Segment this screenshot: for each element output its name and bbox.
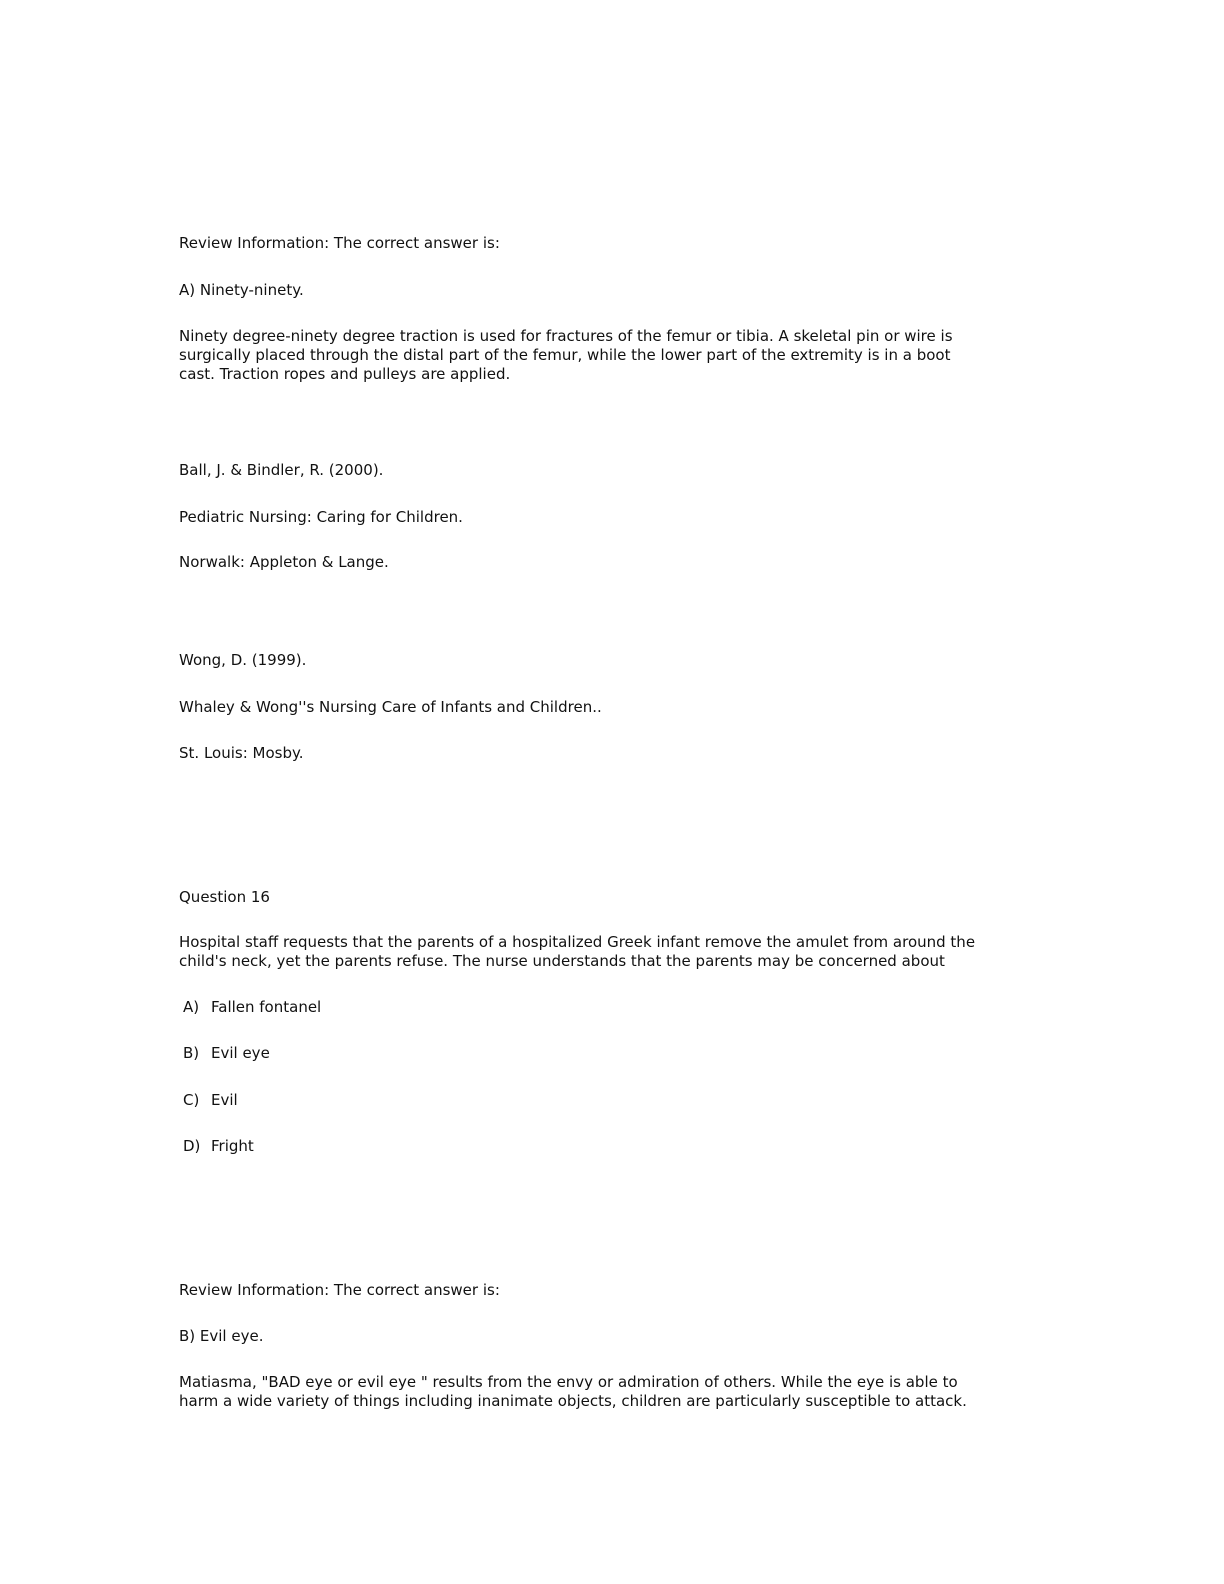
option-a	[183, 998, 321, 1017]
explanation-2-line: Matiasma, "BAD eye or evil eye " results from the envy or admiration of others. While the eye is able to	[179, 1373, 958, 1391]
reference-1-publisher: Norwalk: Appleton & Lange.	[179, 553, 389, 571]
correct-answer-2: B) Evil eye.	[179, 1327, 264, 1345]
question-stem	[179, 933, 1029, 971]
question-heading: Question 16	[179, 888, 270, 906]
reference-2-author: Wong, D. (1999).	[179, 651, 307, 669]
option-b	[183, 1044, 270, 1063]
correct-answer-1: A) Ninety-ninety.	[179, 281, 304, 299]
explanation-2-line: harm a wide variety of things including inanimate objects, children are particularly susceptible to attack.	[179, 1392, 967, 1410]
option-letter: D)	[183, 1137, 201, 1155]
explanation-1-line: Ninety degree-ninety degree traction is used for fractures of the femur or tibia. A skeletal pin or wire is	[179, 327, 953, 345]
reference-1-author: Ball, J. & Bindler, R. (2000).	[179, 461, 384, 479]
option-text: Evil	[211, 1091, 238, 1109]
question-stem-line: child's neck, yet the parents refuse. The nurse understands that the parents may be concerned about	[179, 952, 945, 970]
review-heading-2: Review Information: The correct answer is:	[179, 1281, 500, 1299]
option-text: Fallen fontanel	[211, 998, 322, 1016]
reference-2-publisher: St. Louis: Mosby.	[179, 744, 304, 762]
question-stem-line: Hospital staff requests that the parents of a hospitalized Greek infant remove the amulet from around the	[179, 933, 976, 951]
option-letter: A)	[183, 998, 200, 1016]
reference-1-title: Pediatric Nursing: Caring for Children.	[179, 508, 463, 526]
option-c	[183, 1091, 238, 1110]
explanation-2	[179, 1373, 1029, 1411]
option-text: Evil eye	[211, 1044, 270, 1062]
reference-2-title: Whaley & Wong''s Nursing Care of Infants and Children..	[179, 698, 602, 716]
option-d	[183, 1137, 254, 1156]
option-letter: B)	[183, 1044, 200, 1062]
explanation-1-line: surgically placed through the distal part of the femur, while the lower part of the extremity is in a boot	[179, 346, 951, 364]
option-text: Fright	[211, 1137, 254, 1155]
explanation-1	[179, 327, 1029, 384]
explanation-1-line: cast. Traction ropes and pulleys are applied.	[179, 365, 511, 383]
review-heading-1: Review Information: The correct answer is:	[179, 234, 500, 252]
option-letter: C)	[183, 1091, 200, 1109]
